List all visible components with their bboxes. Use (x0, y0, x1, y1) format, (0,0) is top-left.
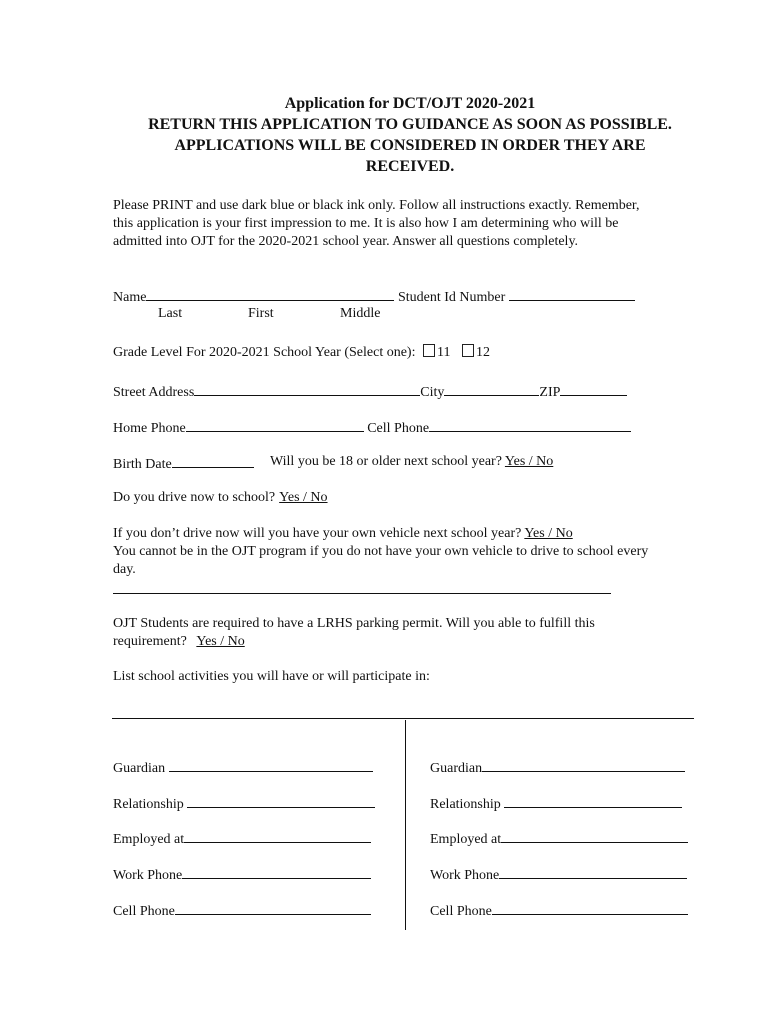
instructions-line2: this application is your first impression to me. It is also how I am determining who will be (113, 216, 619, 231)
guardian1-label: Guardian (113, 761, 166, 776)
permit-line2-row (113, 633, 245, 651)
grade-11-checkbox[interactable] (423, 344, 435, 357)
guardian-column-divider (405, 720, 406, 930)
cell-phone2-input[interactable] (492, 900, 688, 915)
vehicle-note-line1: You cannot be in the OJT program if you do not have your own vehicle to drive to school every (113, 544, 649, 559)
city-input[interactable] (444, 381, 539, 396)
name-last-caption: Last (158, 306, 183, 321)
employed1-row (113, 828, 371, 849)
form-title: Application for DCT/OJT 2020-2021 (284, 95, 536, 112)
guardian2-row (430, 757, 685, 778)
relationship2-row (430, 793, 682, 814)
student-id-input[interactable] (509, 286, 635, 301)
instructions-line1: Please PRINT and use dark blue or black ink only. Follow all instructions exactly. Remember, (113, 198, 640, 213)
age-yes-no[interactable]: Yes / No (504, 454, 554, 469)
cell-phone2-label: Cell Phone (430, 904, 492, 919)
cell-phone-label: Cell Phone (367, 421, 430, 436)
instructions-line3: admitted into OJT for the 2020-2021 school year. Answer all questions completely. (113, 234, 579, 249)
grade-label: Grade Level For 2020-2021 School Year (Select one): (113, 345, 416, 360)
relationship1-label: Relationship (113, 797, 184, 812)
work-phone2-row (430, 864, 687, 885)
form-subtitle-line2: APPLICATIONS WILL BE CONSIDERED IN ORDER THEY ARE (174, 137, 646, 154)
vehicle-note-line2: day. (113, 562, 136, 577)
relationship1-input[interactable] (187, 793, 375, 808)
employed1-label: Employed at (113, 832, 185, 847)
home-phone-input[interactable] (186, 417, 364, 432)
address-row (113, 381, 627, 402)
grade-11-label: 11 (436, 345, 451, 360)
form-subtitle-line3: RECEIVED. (365, 158, 455, 175)
home-phone-label: Home Phone (113, 421, 186, 436)
birth-date-label: Birth Date (113, 457, 172, 472)
guardian2-label: Guardian (430, 761, 483, 776)
permit-line2: requirement? (113, 634, 187, 649)
permit-yes-no[interactable]: Yes / No (196, 634, 245, 649)
guardian1-input[interactable] (169, 757, 373, 772)
name-first-caption: First (248, 306, 274, 321)
cell-phone2-row (430, 900, 688, 921)
age-question: Will you be 18 or older next school year? (270, 454, 502, 469)
street-address-label: Street Address (113, 385, 195, 400)
grade-12-checkbox[interactable] (462, 344, 474, 357)
zip-input[interactable] (560, 381, 627, 396)
birth-date-input[interactable] (172, 453, 254, 468)
activities-label: List school activities you will have or will participate in: (113, 669, 430, 684)
zip-label: ZIP (539, 385, 561, 400)
cell-phone1-row (113, 900, 371, 921)
work-phone2-label: Work Phone (430, 868, 500, 883)
vehicle-yes-no[interactable]: Yes / No (524, 526, 573, 541)
name-row (113, 286, 635, 307)
work-phone1-input[interactable] (182, 864, 371, 879)
student-id-label: Student Id Number (397, 290, 506, 305)
name-middle-caption: Middle (340, 306, 381, 321)
relationship2-input[interactable] (504, 793, 682, 808)
relationship2-label: Relationship (430, 797, 501, 812)
form-subtitle-line1: RETURN THIS APPLICATION TO GUIDANCE AS SOON AS POSSIBLE. (148, 116, 672, 133)
employed1-input[interactable] (184, 828, 371, 843)
cell-phone1-label: Cell Phone (113, 904, 175, 919)
phone-row (113, 417, 631, 438)
activities-answer-line[interactable] (112, 718, 694, 719)
name-label: Name (113, 290, 147, 305)
vehicle-answer-line[interactable] (113, 593, 611, 594)
work-phone1-label: Work Phone (113, 868, 183, 883)
vehicle-question-row (113, 525, 573, 543)
drive-yes-no[interactable]: Yes / No (279, 490, 328, 505)
grade-row (113, 344, 490, 362)
employed2-label: Employed at (430, 832, 502, 847)
name-input[interactable] (146, 286, 394, 301)
vehicle-question: If you don’t drive now will you have your own vehicle next school year? (113, 526, 522, 541)
age-question-row (270, 453, 553, 471)
guardian1-row (113, 757, 373, 778)
cell-phone-input[interactable] (429, 417, 631, 432)
drive-question-row (113, 489, 328, 507)
grade-12-label: 12 (475, 345, 490, 360)
drive-question: Do you drive now to school? (113, 490, 276, 505)
street-address-input[interactable] (194, 381, 420, 396)
guardian2-input[interactable] (482, 757, 685, 772)
work-phone1-row (113, 864, 371, 885)
employed2-input[interactable] (501, 828, 688, 843)
cell-phone1-input[interactable] (175, 900, 371, 915)
work-phone2-input[interactable] (499, 864, 687, 879)
birth-date-row (113, 453, 254, 474)
permit-line1: OJT Students are required to have a LRHS parking permit. Will you able to fulfill this (113, 616, 595, 631)
relationship1-row (113, 793, 375, 814)
employed2-row (430, 828, 688, 849)
city-label: City (420, 385, 445, 400)
